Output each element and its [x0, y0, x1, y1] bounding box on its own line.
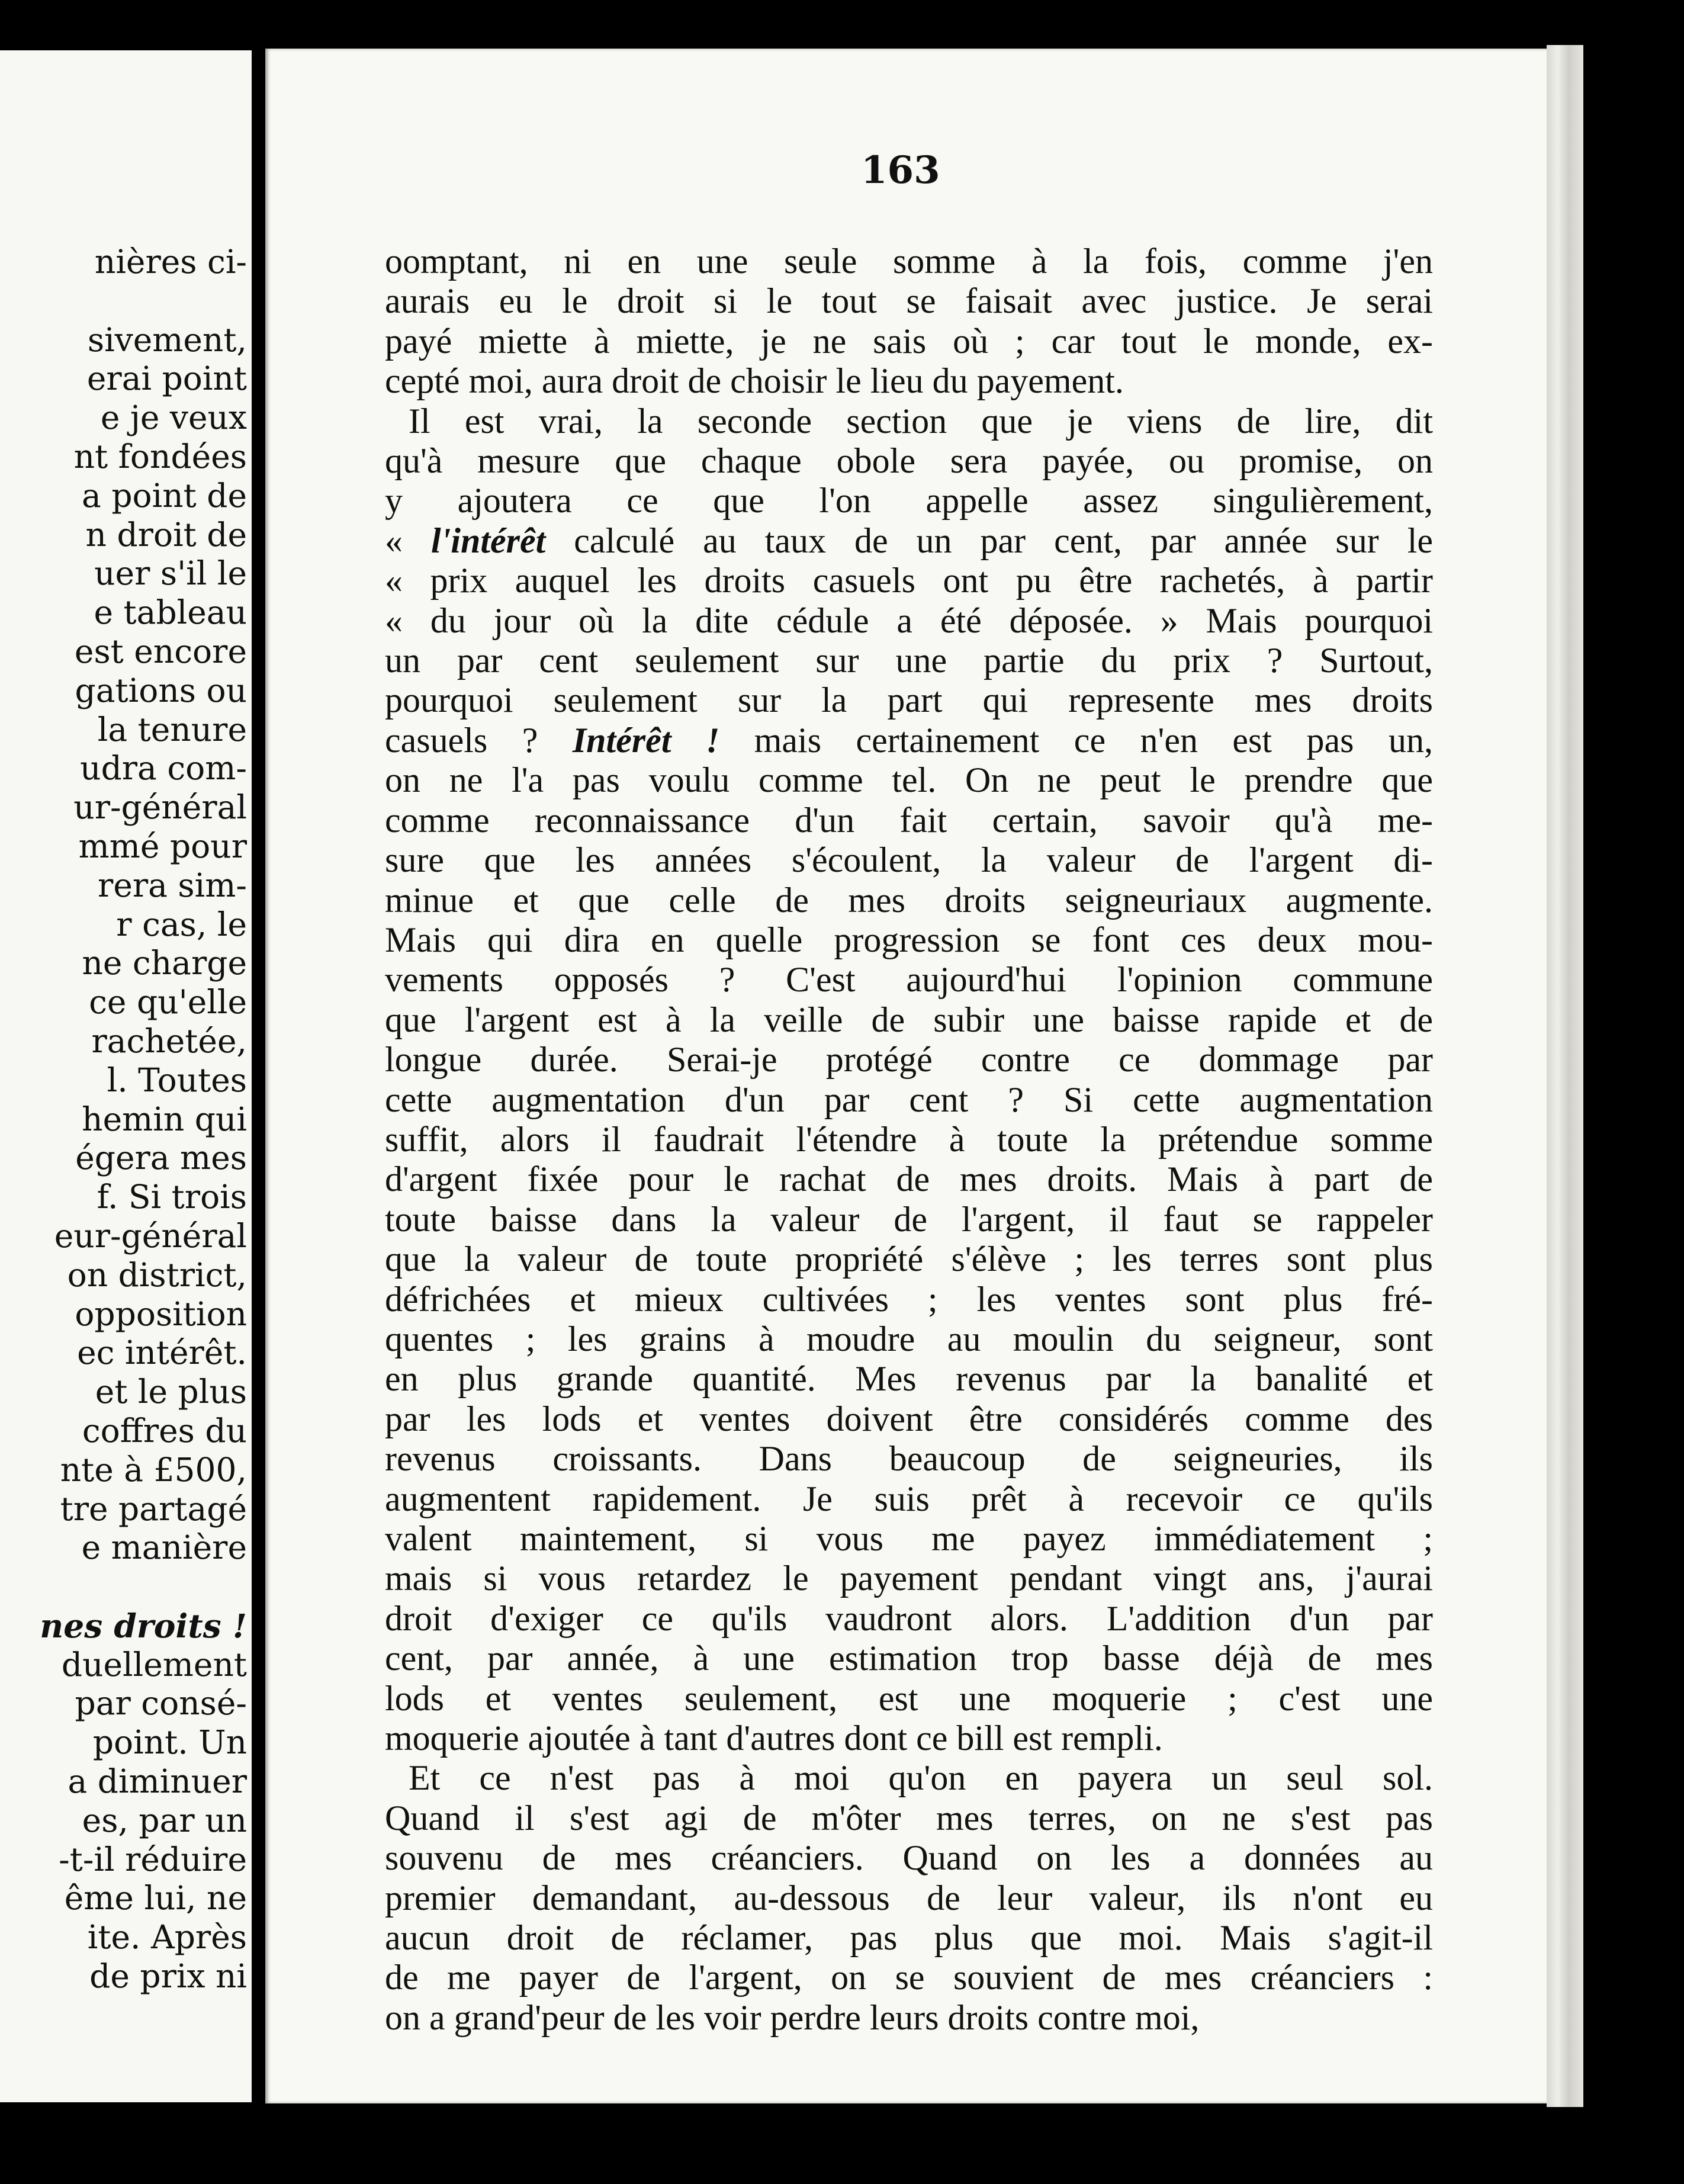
text-line: augmentent rapidement. Je suis prêt à recevoir ce qu'ils [385, 1479, 1433, 1518]
text-line: cepté moi, aura droit de choisir le lieu du payement. [385, 361, 1124, 401]
left-page-line: ur-général [73, 788, 247, 827]
text-line: souvenu de mes créanciers. Quand on les a données au [385, 1838, 1433, 1878]
left-page-line: on district, [67, 1255, 247, 1294]
left-page-line: a point de [82, 476, 247, 515]
text-line: d'argent fixée pour le rachat de mes droits. Mais à part de [385, 1160, 1433, 1199]
text-line: qu'à mesure que chaque obole sera payée, ou promise, on [385, 441, 1433, 481]
text-line: minue et que celle de mes droits seigneuriaux augmente. [385, 880, 1433, 920]
left-page-line: nt fondées [73, 437, 247, 476]
left-page-line: r cas, le [116, 905, 247, 943]
left-page-line: a diminuer [68, 1762, 247, 1801]
text-line: Mais qui dira en quelle progression se font ces deux mou- [385, 920, 1433, 959]
body-text [385, 242, 1433, 2038]
text-line: que la valeur de toute propriété s'élève ; les terres sont plus [385, 1239, 1433, 1279]
left-page-line: ême lui, ne [64, 1879, 247, 1918]
page-number: 163 [861, 148, 940, 192]
left-page-line: eur-général [54, 1216, 247, 1255]
text-line: défrichées et mieux cultivées ; les ventes sont plus fré- [385, 1279, 1433, 1319]
text-line: que l'argent est à la veille de subir une baisse rapide et de [385, 1000, 1433, 1039]
text-line: on a grand'peur de les voir perdre leurs droits contre moi, [385, 1997, 1200, 2037]
left-page-line: uer s'il le [94, 554, 247, 593]
text-line: mais si vous retardez le payement pendant vingt ans, j'aurai [385, 1559, 1433, 1598]
left-page-line [40, 282, 247, 321]
left-page-line: opposition [75, 1295, 247, 1333]
text-line: Et ce n'est pas à moi qu'on en payera un seul sol. [409, 1758, 1433, 1798]
text-line: « prix auquel les droits casuels ont pu être rachetés, à partir [385, 561, 1433, 600]
text-line: suffit, alors il faudrait l'étendre à toute la prétendue somme [385, 1119, 1433, 1159]
text-line: par les lods et ventes doivent être considérés comme des [385, 1399, 1433, 1438]
left-page-line: ec intérêt. [77, 1334, 247, 1372]
left-page-line: gations ou [75, 671, 247, 709]
left-page-line: coffres du [82, 1411, 247, 1450]
left-page-line: sivement, [87, 320, 247, 359]
page-edge [1547, 45, 1583, 2107]
left-page-line: est encore [74, 632, 247, 670]
left-page-line: ne charge [82, 944, 247, 982]
left-page-line: rera sim- [98, 866, 247, 904]
left-page-line: ite. Après [87, 1918, 247, 1957]
left-page-line: et le plus [95, 1373, 247, 1411]
text-line: « du jour où la dite cédule a été déposée. » Mais pourquoi [385, 600, 1433, 640]
left-page-line: es, par un [82, 1801, 247, 1839]
text-line: quentes ; les grains à moudre au moulin du seigneur, sont [385, 1319, 1433, 1358]
left-page-line: ce qu'elle [89, 983, 247, 1022]
text-line: pourquoi seulement sur la part qui represente mes droits [385, 680, 1433, 720]
text-line: moquerie ajoutée à tant d'autres dont ce bill est rempli. [385, 1719, 1163, 1758]
text-line: premier demandant, au-dessous de leur valeur, ils n'ont eu [385, 1878, 1433, 1918]
left-page-line: la tenure [97, 710, 247, 749]
left-page-line: nte à £500, [60, 1450, 247, 1489]
left-page-line: mmé pour [78, 827, 247, 865]
text-line: casuels ? Intérêt ! mais certainement ce n'en est pas un, [385, 720, 1433, 760]
text-line: vements opposés ? C'est aujourd'hui l'opinion commune [385, 960, 1433, 1000]
left-page-line: par consé- [75, 1684, 247, 1723]
text-line: revenus croissants. Dans beaucoup de seigneuries, ils [385, 1439, 1433, 1479]
text-line: un par cent seulement sur une partie du prix ? Surtout, [385, 641, 1433, 680]
paragraph [385, 402, 1433, 1759]
left-page-line: udra com- [80, 749, 247, 788]
left-page-line: tre partagé [60, 1489, 247, 1528]
text-line: payé miette à miette, je ne sais où ; car tout le monde, ex- [385, 321, 1433, 361]
text-line: y ajoutera ce que l'on appelle assez singulièrement, [385, 481, 1433, 521]
text-line: toute baisse dans la valeur de l'argent, il faut se rappeler [385, 1199, 1433, 1239]
left-page-text [40, 243, 247, 1996]
text-line: de me payer de l'argent, on se souvient de mes créanciers : [385, 1958, 1433, 1997]
left-page [0, 50, 252, 2102]
text-line: Quand il s'est agi de m'ôter mes terres, on ne s'est pas [385, 1798, 1433, 1838]
text-line: comme reconnaissance d'un fait certain, savoir qu'à me- [385, 800, 1433, 840]
left-page-line: -t-il réduire [59, 1840, 247, 1878]
left-page-line: point. Un [92, 1723, 247, 1762]
text-line: valent maintement, si vous me payez immédiatement ; [385, 1519, 1433, 1558]
left-page-line: duellement [61, 1645, 247, 1684]
left-page-line: rachetée, [91, 1022, 247, 1060]
text-line: on ne l'a pas voulu comme tel. On ne peut le prendre que [385, 760, 1433, 800]
left-page-line: e je veux [100, 399, 247, 437]
left-page-line [40, 1568, 247, 1607]
text-line: cent, par année, à une estimation trop basse déjà de mes [385, 1639, 1433, 1678]
left-page-line: hemin qui [82, 1100, 247, 1138]
text-line: « l'intérêt calculé au taux de un par cent, par année sur le [385, 521, 1434, 560]
text-line: Il est vrai, la seconde section que je viens de lire, dit [409, 401, 1433, 441]
text-line: aucun droit de réclamer, pas plus que moi. Mais s'agit-il [385, 1918, 1433, 1958]
left-page-line: l. Toutes [107, 1061, 247, 1099]
left-page-line: e tableau [94, 593, 247, 632]
left-page-line: f. Si trois [97, 1178, 247, 1216]
left-page-line: n droit de [85, 515, 247, 554]
left-page-line: erai point [86, 359, 247, 398]
left-page-line: nes droits ! [40, 1606, 247, 1645]
text-line: oomptant, ni en une seule somme à la fois, comme j'en [385, 242, 1433, 281]
left-page-line: nières ci- [94, 243, 247, 281]
text-line: cette augmentation d'un par cent ? Si cette augmentation [385, 1080, 1433, 1119]
text-line: droit d'exiger ce qu'ils vaudront alors. L'addition d'un par [385, 1598, 1433, 1638]
text-line: sure que les années s'écoulent, la valeur de l'argent di- [385, 840, 1433, 880]
text-line: aurais eu le droit si le tout se faisait avec justice. Je serai [385, 281, 1433, 321]
left-page-line: égera mes [75, 1139, 247, 1177]
text-line: lods et ventes seulement, est une moquerie ; c'est une [385, 1678, 1433, 1718]
left-page-line: de prix ni [89, 1957, 247, 1996]
paragraph [385, 1758, 1433, 2038]
text-line: en plus grande quantité. Mes revenus par la banalité et [385, 1359, 1433, 1399]
text-line: longue durée. Serai-je protégé contre ce dommage par [385, 1040, 1433, 1080]
left-page-line: e manière [81, 1528, 247, 1567]
paragraph [385, 242, 1433, 402]
